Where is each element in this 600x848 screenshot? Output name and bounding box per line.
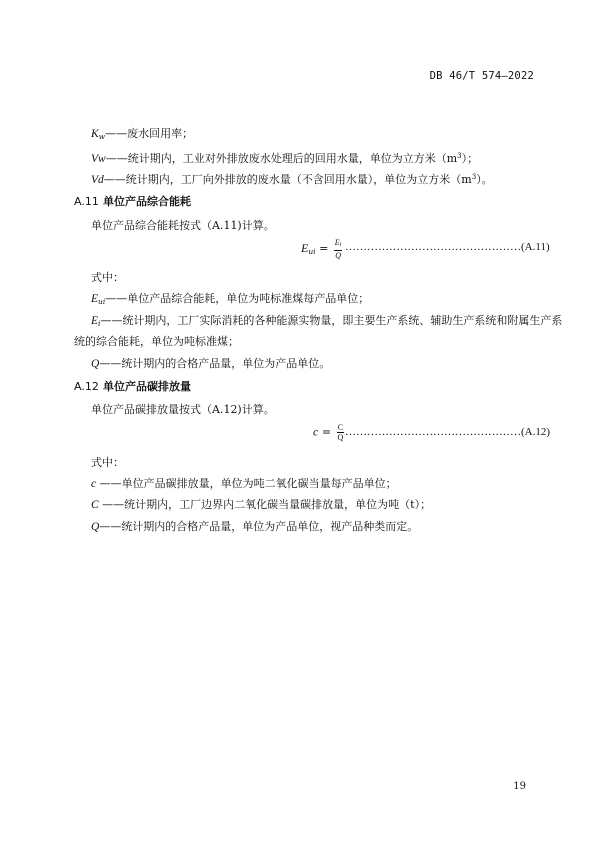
definition-tail: ）。 [476, 173, 493, 186]
definition-eui [91, 291, 369, 310]
definition-vw [91, 148, 478, 167]
symbol-subscript: i [98, 319, 101, 328]
symbol-subscript: w [98, 132, 106, 141]
symbol: K [91, 128, 99, 140]
formula-lhs-subscript: ui [308, 247, 316, 256]
formula-a12 [313, 423, 344, 442]
definition-text: ——单位产品综合能耗，单位为吨标准煤每产品单位； [105, 292, 370, 305]
fraction-denominator [334, 251, 342, 260]
symbol: Vd [91, 174, 104, 186]
symbol: Vw [91, 153, 106, 165]
intro-a11: 单位产品综合能耗按式（A.11)计算。 [91, 219, 275, 232]
definition-text: ——统计期内，工厂边界内二氧化碳当量碳排放量，单位为吨（t）； [98, 498, 432, 511]
fraction-numerator: C [337, 423, 344, 432]
where-label-a12: 式中： [91, 456, 124, 469]
numerator-subscript: i [339, 242, 342, 248]
definition-ei [91, 313, 562, 332]
definition-c-upper [91, 497, 431, 513]
leader-dots: ………………………………………… [345, 426, 521, 438]
standard-code: DB 46/T 574—2022 [429, 70, 534, 82]
fraction-denominator: Q [337, 433, 344, 442]
numerator-symbol: E [334, 238, 340, 247]
formula-equals: = [321, 425, 332, 439]
symbol: Q [91, 521, 100, 533]
symbol: Q [91, 358, 100, 370]
where-label-a11: 式中： [91, 271, 124, 284]
definition-c-lower [91, 476, 397, 492]
section-title: 单位产品碳排放量 [103, 380, 191, 393]
formula-a11 [301, 238, 342, 260]
section-number: A.12 [74, 380, 99, 393]
definition-vd [91, 169, 493, 188]
leader-dots: ………………………………………… [345, 241, 521, 253]
definition-text: ——统计期内的合格产品量，单位为产品单位。 [99, 357, 331, 370]
fraction-numerator [334, 238, 343, 251]
intro-a12: 单位产品碳排放量按式（A.12)计算。 [91, 403, 275, 416]
definition-text: ——统计期内的合格产品量，单位为产品单位，视产品种类而定。 [99, 520, 419, 533]
symbol: E [91, 315, 99, 327]
equation-tag: (A.12) [521, 426, 551, 438]
definition-text: ——单位产品碳排放量，单位为吨二氧化碳当量每产品单位； [96, 477, 397, 490]
symbol: E [91, 293, 99, 305]
definition-q-a11 [91, 356, 330, 372]
formula-fraction [337, 423, 345, 442]
definition-kw [91, 126, 193, 145]
definition-ei-continued: 统的综合能耗，单位为吨标准煤； [74, 335, 239, 348]
formula-leader-a12 [345, 426, 550, 438]
symbol: C [91, 499, 99, 511]
superscript: 3 [471, 173, 477, 181]
symbol: c [91, 478, 97, 490]
formula-equals: = [319, 242, 329, 255]
formula-fraction [334, 238, 343, 260]
definition-text: ——废水回用率； [105, 127, 194, 140]
section-heading-a11 [74, 193, 191, 209]
definition-q-a12 [91, 519, 418, 535]
definition-text: ——统计期内，工厂向外排放的废水量（不含回用水量），单位为立方米（m [103, 173, 472, 186]
definition-text: ——统计期内，工厂实际消耗的各种能源实物量，即主要生产系统、辅助生产系统和附属生产系 [100, 314, 563, 327]
superscript: 3 [457, 152, 462, 160]
section-title: 单位产品综合能耗 [103, 195, 191, 208]
denominator-symbol: Q [335, 251, 341, 260]
formula-lhs: c [313, 424, 319, 439]
symbol-subscript: ui [98, 297, 106, 306]
definition-tail: ）； [461, 152, 479, 165]
section-heading-a12 [74, 378, 191, 394]
formula-lhs: E [301, 241, 309, 255]
definition-text: ——统计期内，工业对外排放废水处理后的回用水量，单位为立方米（m [105, 152, 458, 165]
formula-leader-a11 [345, 241, 550, 253]
page-number: 19 [513, 781, 526, 792]
equation-tag: (A.11) [521, 241, 550, 253]
section-number: A.11 [74, 195, 99, 208]
